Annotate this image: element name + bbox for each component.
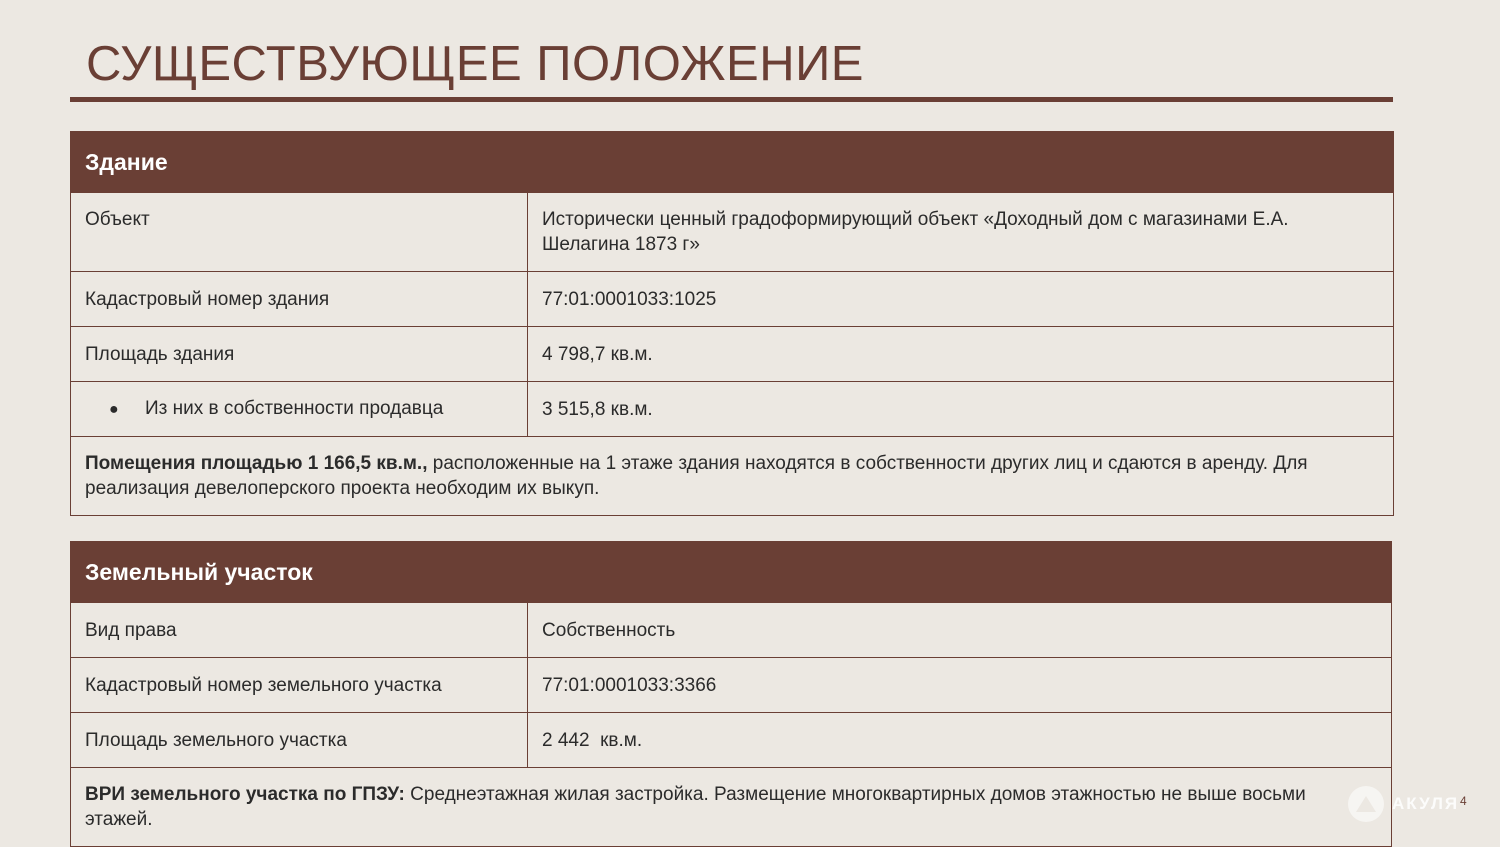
row-value-building-area: 4 798,7 кв.м. (528, 327, 1394, 382)
mountain-logo-icon (1348, 786, 1384, 822)
table-row (71, 327, 1394, 382)
table-row (71, 382, 1394, 437)
building-note (71, 437, 1394, 516)
land-table (70, 541, 1392, 847)
row-label-land-area: Площадь земельного участка (71, 713, 528, 768)
land-header-cell: Земельный участок (71, 542, 1392, 603)
table-row (71, 658, 1392, 713)
row-label-seller-area-cell (71, 382, 528, 437)
row-value-land-area: 2 442 кв.м. (528, 713, 1392, 768)
building-note-text: расположенные на 1 этаже здания находятся в собственности других лиц и сдаются в аренду. Для реализация девелоперского проекта необходим их выкуп. (85, 453, 1308, 499)
bullet-icon: ● (109, 401, 119, 418)
row-value-right-type: Собственность (528, 603, 1392, 658)
row-label-object: Объект (71, 193, 528, 272)
row-value-building-cadastral: 77:01:0001033:1025 (528, 272, 1394, 327)
row-value-object: Исторически ценный градоформирующий объект «Доходный дом с магазинами Е.А. Шелагина 1873 г» (528, 193, 1394, 272)
row-value-seller-area: 3 515,8 кв.м. (528, 382, 1394, 437)
row-label-building-cadastral: Кадастровый номер здания (71, 272, 528, 327)
land-note (71, 768, 1392, 847)
row-label-right-type: Вид права (71, 603, 528, 658)
land-table-header (71, 542, 1392, 603)
land-note-row (71, 768, 1392, 847)
page-title: СУЩЕСТВУЮЩЕЕ ПОЛОЖЕНИЕ (86, 37, 864, 91)
building-table (70, 131, 1394, 516)
table-row (71, 603, 1392, 658)
table-row (71, 272, 1394, 327)
row-label-building-area: Площадь здания (71, 327, 528, 382)
page-number: 4 (1460, 794, 1467, 808)
table-row (71, 713, 1392, 768)
building-table-header (71, 132, 1394, 193)
brand-logo (1348, 786, 1459, 822)
building-header-cell: Здание (71, 132, 1394, 193)
land-note-text: Среднеэтажная жилая застройка. Размещение многоквартирных домов этажностью не выше восьми этажей. (85, 784, 1306, 830)
land-note-bold: ВРИ земельного участка по ГПЗУ: (85, 784, 405, 805)
row-label-land-cadastral: Кадастровый номер земельного участка (71, 658, 528, 713)
building-note-row (71, 437, 1394, 516)
row-value-land-cadastral: 77:01:0001033:3366 (528, 658, 1392, 713)
brand-logo-text: АКУЛЯ (1392, 794, 1460, 813)
row-label-seller-area: Из них в собственности продавца (145, 398, 444, 419)
title-underline (70, 97, 1393, 102)
building-note-bold: Помещения площадью 1 166,5 кв.м., (85, 453, 428, 474)
table-row (71, 193, 1394, 272)
